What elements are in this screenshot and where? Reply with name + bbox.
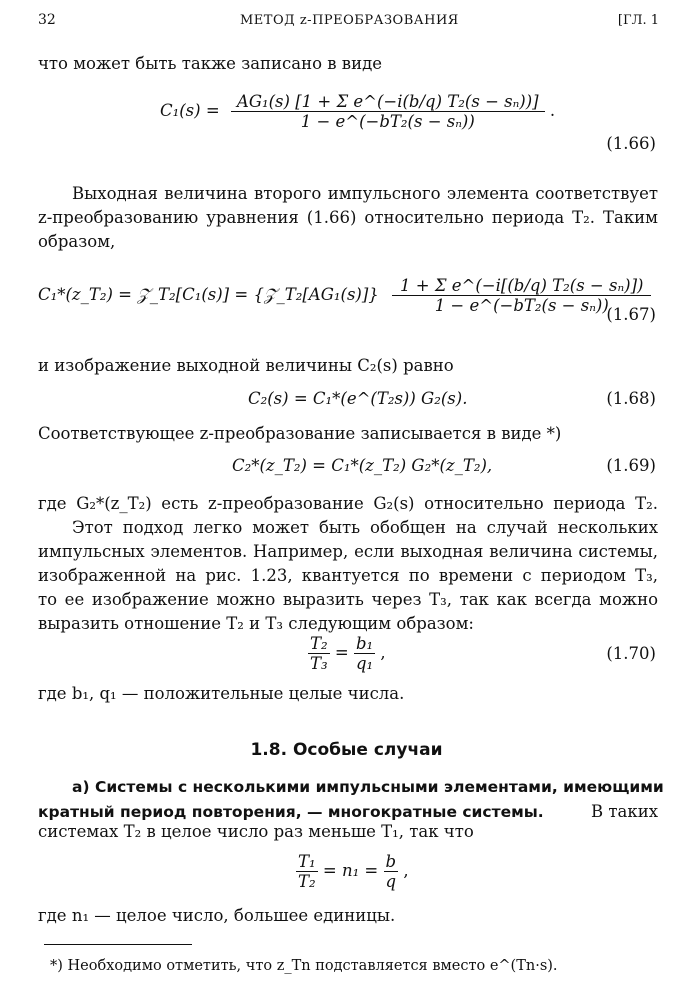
footnote: *) Необходимо отметить, что z_Tn подставляется вместо e^(Tn·s). (50, 958, 558, 974)
equation-fraction (296, 852, 318, 891)
equation-fraction (308, 634, 330, 673)
paragraph-line: где G₂*(z_T₂) есть z-преобразование G₂(s) относительно периода T₂. (38, 494, 658, 513)
equation-number: (1.67) (606, 305, 656, 324)
equation-1-68: C₂(s) = C₁*(e^(T₂s)) G₂(s). (248, 389, 468, 408)
paragraph-line: образом, (38, 232, 116, 251)
equation-numerator: b (385, 852, 397, 871)
paragraph-line: импульсных элементов. Например, если выходная величина системы, (38, 542, 658, 561)
equation-numerator: b₁ (355, 634, 374, 653)
equation-fraction (231, 92, 545, 131)
running-header (0, 12, 693, 34)
equation-1-70: $\frac{\text{T₂}}{\text{T₃}}$ = $\frac{\text{b₁}}{\text{q₁}}$ , (310, 634, 386, 673)
equation-fraction (384, 852, 399, 891)
equation-numerator: 1 + Σ e^(−i[(b/q) T₂(s − sₙ)]) (400, 276, 644, 295)
equation-numerator: T₁ (298, 852, 316, 871)
equation-denominator: 1 − e^(−bT₂(s − sₙ)) (434, 296, 609, 315)
equation-number: (1.69) (606, 456, 656, 475)
paragraph-line: то ее изображение можно выразить через T₃, так как всегда можно (38, 590, 658, 609)
equation-number: (1.68) (606, 389, 656, 408)
paragraph-line: системах T₂ в целое число раз меньше T₁, так что (38, 822, 474, 841)
equation-denominator: 1 − e^(−bT₂(s − sₙ)) (300, 112, 475, 131)
paragraph-line: а) Системы с несколькими импульсными элементами, имеющими (72, 778, 664, 796)
paragraph-line: Этот подход легко может быть обобщен на случай нескольких (72, 518, 658, 537)
page-number: 32 (38, 12, 56, 28)
paragraph-line: изображенной на рис. 1.23, квантуется по времени с периодом T₃, (38, 566, 658, 585)
chapter-label: [ГЛ. 1 (617, 13, 659, 28)
equation-lhs: C₁*(z_T₂) = 𝒵_T₂[C₁(s)] = {𝒵_T₂[AG₁(s)]} (38, 285, 379, 304)
equation-lhs: C₁(s) = (160, 101, 220, 120)
paragraph-intro: что может быть также записано в виде (38, 54, 383, 73)
equation-denominator: T₂ (298, 872, 316, 891)
equation-numerator: AG₁(s) [1 + Σ e^(−i(b/q) T₂(s − sₙ))] (236, 92, 539, 111)
paragraph-line: z-преобразованию уравнения (1.66) относительно периода T₂. Таким (38, 208, 658, 227)
equation-1-66: C₁(s) = $\frac{\text{AG₁(s) [1 + Σ e\textasciicircum{}(−i(b/q) T₂(s − sₙ))]}}{\text{1 − e\textasciicircum{}(−bT₂(s − sₙ))}}$ . (160, 92, 556, 131)
paragraph-line: выразить отношение T₂ и T₃ следующим образом: (38, 614, 474, 633)
equation-middle: = n₁ = (322, 861, 379, 880)
equation-number: (1.70) (606, 644, 656, 663)
footnote-divider (44, 944, 192, 945)
paragraph-line: где n₁ — целое число, большее единицы. (38, 906, 396, 925)
paragraph-line (38, 802, 658, 821)
running-title: МЕТОД z-ПРЕОБРАЗОВАНИЯ (240, 13, 459, 28)
equation-multiplicity: $\frac{\text{T₁}}{\text{T₂}}$ = n₁ = $\frac{b}{q}$ , (298, 852, 409, 891)
paragraph-fragment: В таких (591, 802, 658, 821)
bold-heading: кратный период повторения, — многократные системы. (38, 803, 544, 821)
paragraph-line: где b₁, q₁ — положительные целые числа. (38, 684, 405, 703)
equation-1-69: C₂*(z_T₂) = C₁*(z_T₂) G₂*(z_T₂), (232, 456, 493, 475)
equation-fraction (354, 634, 375, 673)
paragraph-line: Выходная величина второго импульсного элемента соответствует (72, 184, 658, 203)
equation-denominator: q (385, 872, 397, 891)
paragraph-line: Соответствующее z-преобразование записывается в виде *) (38, 424, 562, 443)
section-title: 1.8. Особые случаи (250, 740, 443, 760)
equation-number: (1.66) (606, 134, 656, 153)
equation-denominator: q₁ (355, 654, 374, 673)
equation-numerator: T₂ (310, 634, 328, 653)
equation-denominator: T₃ (310, 654, 328, 673)
paragraph-line: и изображение выходной величины C₂(s) равно (38, 356, 454, 375)
equation-1-67 (38, 276, 651, 315)
